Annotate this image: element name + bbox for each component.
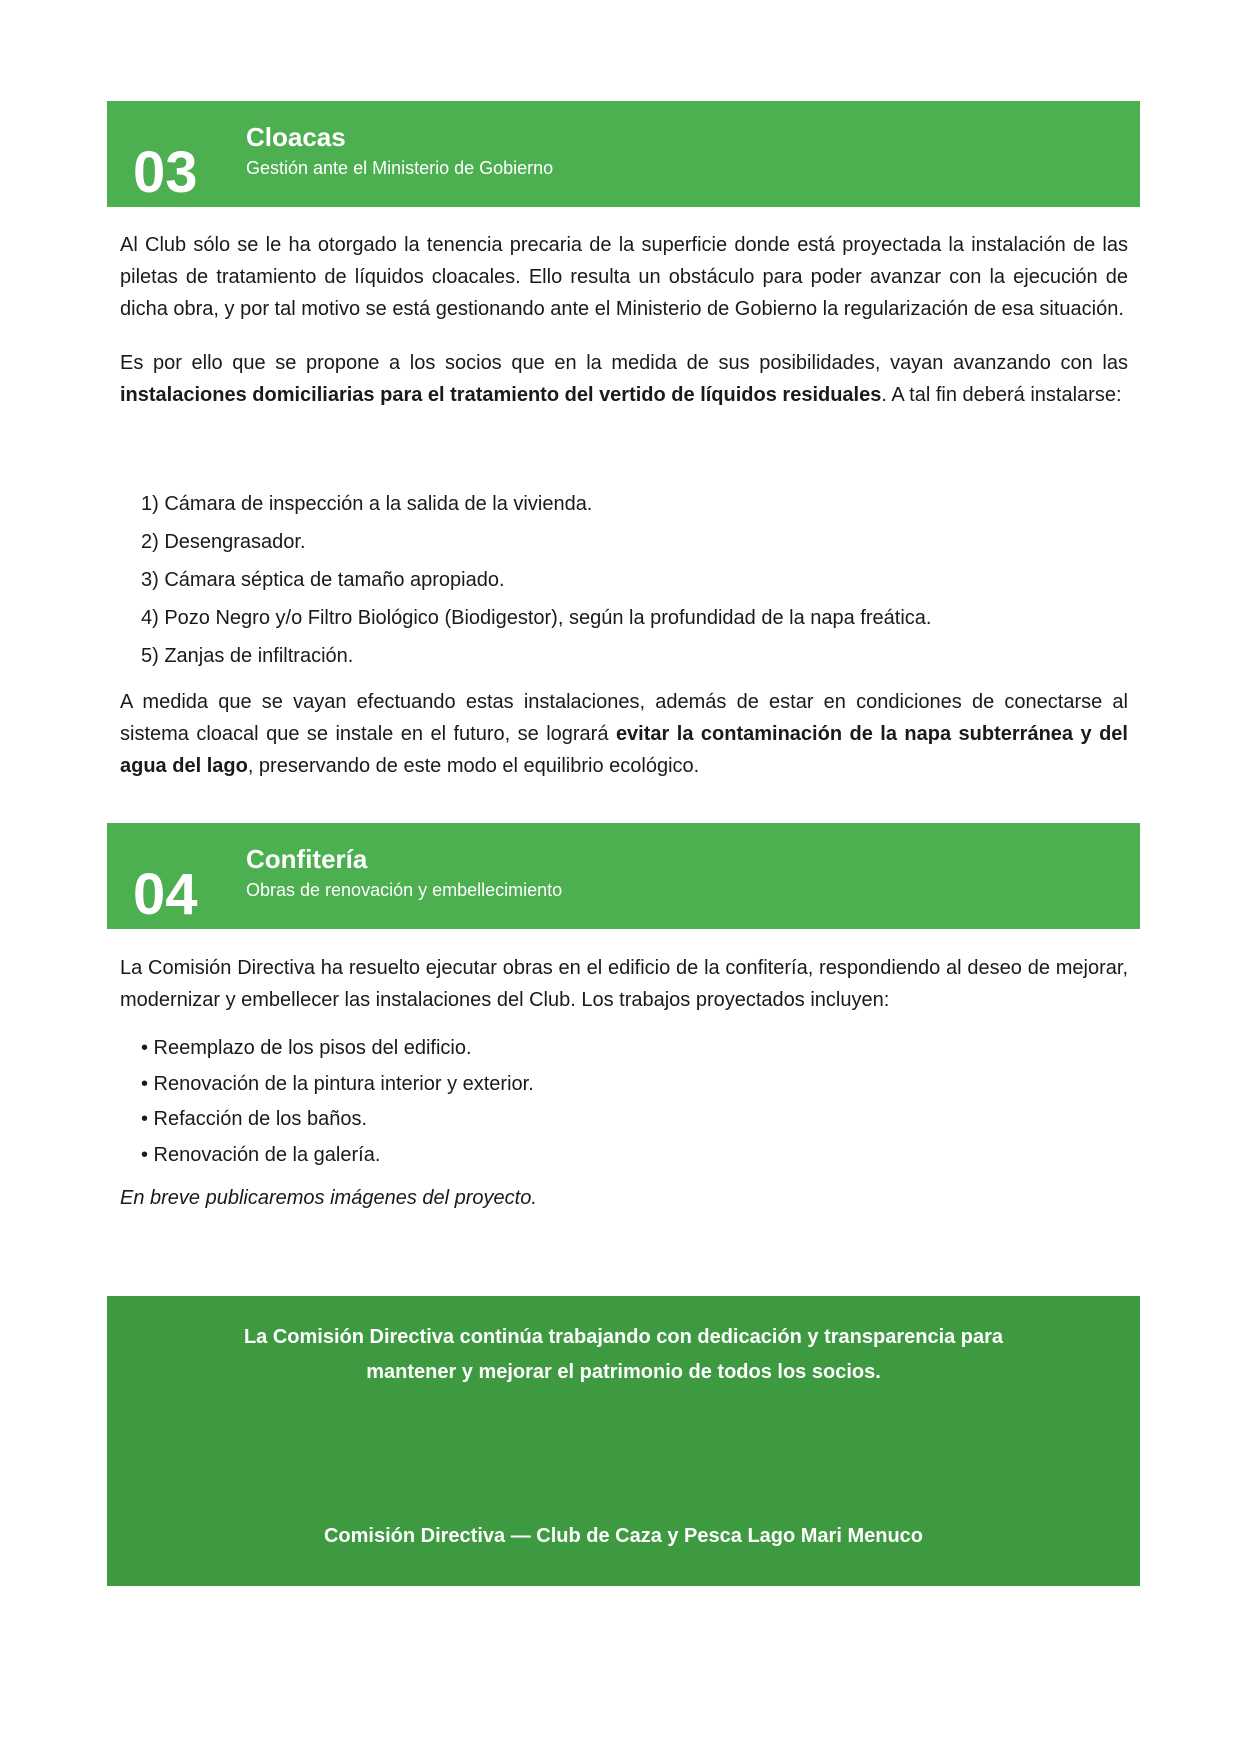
requirements-list [141, 485, 1121, 675]
list-item: 5) Zanjas de infiltración. [141, 645, 354, 667]
list-item: • Reemplazo de los pisos del edificio. [141, 1037, 472, 1059]
section-subtitle: Obras de renovación y embellecimiento [246, 880, 563, 900]
paragraph-text: . A tal fin deberá instalarse: [881, 384, 1122, 406]
section-subtitle: Gestión ante el Ministerio de Gobierno [246, 158, 554, 178]
paragraph [120, 686, 1128, 782]
section-body-confiteria [120, 952, 1128, 1038]
footer-message-line: La Comisión Directiva continúa trabajando con dedicación y transparencia para [243, 1326, 1004, 1348]
section-header-cloacas [107, 101, 1140, 207]
section-title: Cloacas [246, 122, 346, 152]
list-item: 3) Cámara séptica de tamaño apropiado. [141, 569, 505, 591]
footer-message [107, 1320, 1140, 1390]
paragraph: La Comisión Directiva ha resuelto ejecutar obras en el edificio de la confitería, respondiendo al deseo de mejorar, modernizar y embellecer las instalaciones del Club. Los trabajos proyectados incluyen: [120, 957, 1128, 1011]
section-body-cloacas [120, 229, 1128, 433]
list-item: • Renovación de la pintura interior y exterior. [141, 1072, 534, 1095]
list-item: 2) Desengrasador. [141, 531, 306, 553]
list-item: 1) Cámara de inspección a la salida de la vivienda. [141, 493, 593, 515]
paragraph [120, 347, 1128, 411]
footer-signature: Comisión Directiva — Club de Caza y Pesca Lago Mari Menuco [323, 1525, 924, 1547]
section-title: Confitería [246, 844, 368, 874]
paragraph: Al Club sólo se le ha otorgado la tenencia precaria de la superficie donde está proyectada la instalación de las piletas de tratamiento de líquidos cloacales. Ello resulta un obstáculo para poder avanzar con la ejecución de dicha obra, y por tal motivo se está gestionando ante el Ministerio de Gobierno la regularización de esa situación. [120, 234, 1128, 320]
works-list [141, 1031, 1121, 1173]
emphasis-text: instalaciones domiciliarias para el tratamiento del vertido de líquidos residuales [120, 384, 882, 406]
paragraph-text: , preservando de este modo el equilibrio ecológico. [247, 755, 700, 777]
list-item: • Renovación de la galería. [141, 1143, 381, 1166]
list-item: 4) Pozo Negro y/o Filtro Biológico (Biodigestor), según la profundidad de la napa freática. [141, 607, 932, 629]
emphasis-text: evitar la contaminación de la napa subterránea y del agua del lago [120, 723, 1128, 777]
paragraph-text: A medida que se vayan efectuando estas instalaciones, además de estar en condiciones de conectarse al sistema cloacal que se instale en el futuro, se logrará [120, 691, 1128, 745]
project-note: En breve publicaremos imágenes del proyecto. [120, 1187, 537, 1209]
list-item: • Refacción de los baños. [141, 1108, 368, 1130]
footer-banner [107, 1296, 1140, 1586]
section-number: 04 [133, 862, 198, 927]
section-conclusion-cloacas [120, 686, 1128, 804]
footer-message-line: mantener y mejorar el patrimonio de todos los socios. [366, 1361, 881, 1383]
paragraph-text: Es por ello que se propone a los socios que en la medida de sus posibilidades, vayan avanzando con las [120, 352, 1128, 374]
section-number: 03 [133, 140, 198, 205]
section-header-confiteria [107, 823, 1140, 929]
